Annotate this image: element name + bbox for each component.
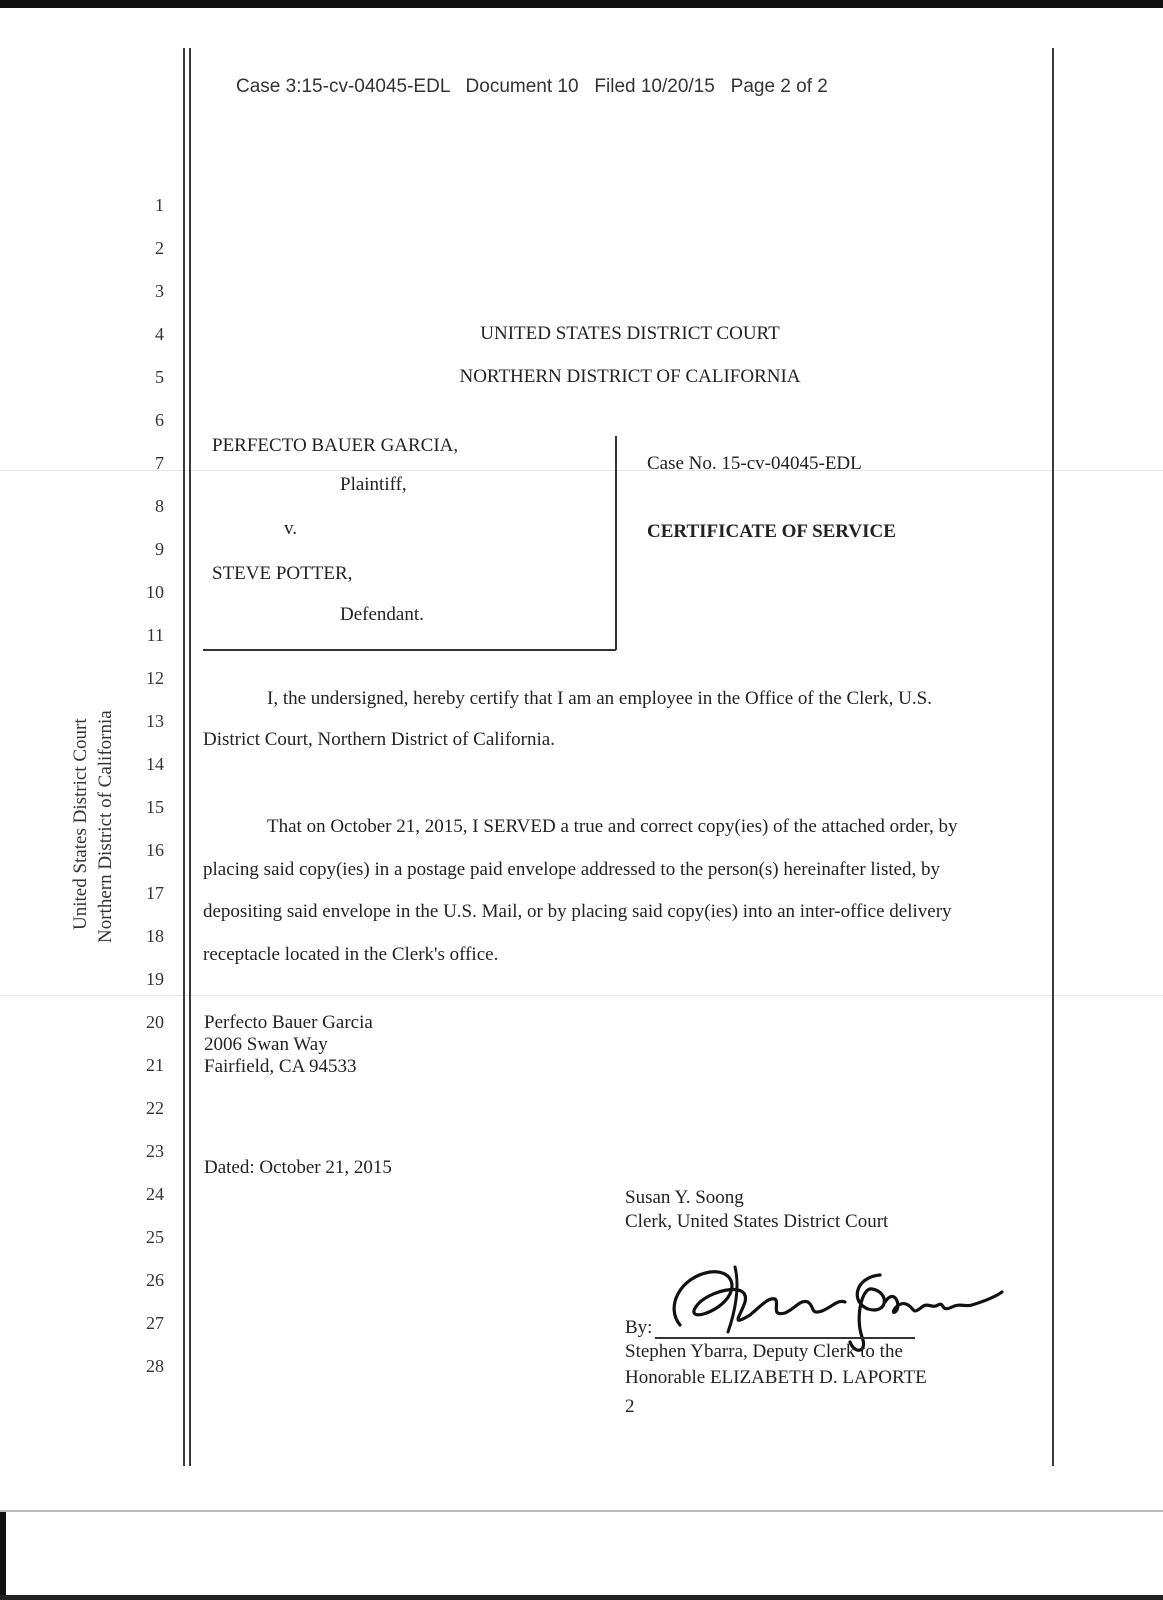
line-number: 12 <box>146 668 164 688</box>
paper-fold-line <box>0 470 1163 471</box>
court-name: UNITED STATES DISTRICT COURT <box>480 323 780 344</box>
line-number: 28 <box>146 1356 164 1376</box>
footer-page-number: 2 <box>625 1396 635 1417</box>
line-number: 27 <box>146 1313 164 1333</box>
side-district-name: Northern District of California <box>95 710 116 943</box>
caption-box-rule <box>203 649 616 651</box>
caption-versus: v. <box>284 518 298 539</box>
caption-defendant: STEVE POTTER, <box>212 563 353 584</box>
line-number: 20 <box>146 1012 164 1032</box>
scan-edge-bottom-dark <box>0 1595 1163 1600</box>
ecf-header <box>236 76 828 98</box>
line-number: 22 <box>146 1098 164 1118</box>
right-margin-rule <box>1052 48 1054 1466</box>
line-number: 5 <box>155 367 164 387</box>
signature-line <box>655 1337 915 1339</box>
header-document: Document 10 <box>465 76 579 97</box>
body-paragraph-2-line: That on October 21, 2015, I SERVED a true and correct copy(ies) of the attached order, by <box>267 816 958 837</box>
header-filed: Filed 10/20/15 <box>594 76 715 97</box>
address-name: Perfecto Bauer Garcia <box>204 1012 373 1033</box>
court-district: NORTHERN DISTRICT OF CALIFORNIA <box>459 366 801 387</box>
left-margin-rule <box>183 48 185 1466</box>
line-number: 24 <box>146 1184 164 1204</box>
line-number: 7 <box>155 453 164 473</box>
dated-line: Dated: October 21, 2015 <box>204 1157 392 1178</box>
paper-fold-line <box>0 995 1163 996</box>
line-number: 14 <box>146 754 164 774</box>
line-number: 13 <box>146 711 164 731</box>
line-number: 15 <box>146 797 164 817</box>
line-number: 16 <box>146 840 164 860</box>
caption-plaintiff: PERFECTO BAUER GARCIA, <box>212 435 459 456</box>
line-number: 17 <box>146 883 164 903</box>
case-number: Case No. 15-cv-04045-EDL <box>647 453 862 474</box>
address-street: 2006 Swan Way <box>204 1034 328 1055</box>
address-city: Fairfield, CA 94533 <box>204 1056 357 1077</box>
body-paragraph-1-line: I, the undersigned, hereby certify that I am an employee in the Office of the Clerk, U.S. <box>267 688 932 709</box>
clerk-title: Clerk, United States District Court <box>625 1211 889 1232</box>
body-paragraph-1-line: District Court, Northern District of California. <box>203 729 555 750</box>
document-title: CERTIFICATE OF SERVICE <box>647 521 896 542</box>
line-number: 1 <box>155 195 164 215</box>
by-label: By: <box>625 1317 653 1338</box>
line-number: 18 <box>146 926 164 946</box>
header-case: Case 3:15-cv-04045-EDL <box>236 76 450 97</box>
caption-defendant-role: Defendant. <box>340 604 424 625</box>
line-number: 6 <box>155 410 164 430</box>
line-number: 11 <box>146 625 164 645</box>
line-number: 26 <box>146 1270 164 1290</box>
line-number: 23 <box>146 1141 164 1161</box>
line-number: 25 <box>146 1227 164 1247</box>
address-block <box>204 1012 373 1078</box>
line-number: 21 <box>146 1055 164 1075</box>
body-paragraph-2-line: depositing said envelope in the U.S. Mail, or by placing said copy(ies) into an inter-office delivery <box>203 901 952 922</box>
line-number: 9 <box>155 539 164 559</box>
deputy-clerk-judge-line: Honorable ELIZABETH D. LAPORTE <box>625 1367 927 1388</box>
deputy-clerk-line: Stephen Ybarra, Deputy Clerk to the <box>625 1341 903 1362</box>
body-paragraph-2-line: placing said copy(ies) in a postage paid envelope addressed to the person(s) hereinafter listed, by <box>203 859 941 880</box>
body-paragraph-2-line: receptacle located in the Clerk's office. <box>203 944 499 965</box>
scan-blank-strip <box>0 1512 1163 1600</box>
clerk-name: Susan Y. Soong <box>625 1187 744 1208</box>
line-number: 8 <box>155 496 164 516</box>
header-page: Page 2 of 2 <box>730 76 828 97</box>
line-number: 4 <box>155 324 164 344</box>
caption-box-divider <box>615 436 617 650</box>
line-number: 3 <box>155 281 164 301</box>
side-court-name: United States District Court <box>70 718 91 930</box>
left-margin-rule <box>189 48 191 1466</box>
line-number: 2 <box>155 238 164 258</box>
scan-edge-top <box>0 0 1163 8</box>
line-number: 10 <box>146 582 164 602</box>
caption-plaintiff-role: Plaintiff, <box>340 474 407 495</box>
line-number: 19 <box>146 969 164 989</box>
scan-edge-left <box>0 1512 6 1600</box>
